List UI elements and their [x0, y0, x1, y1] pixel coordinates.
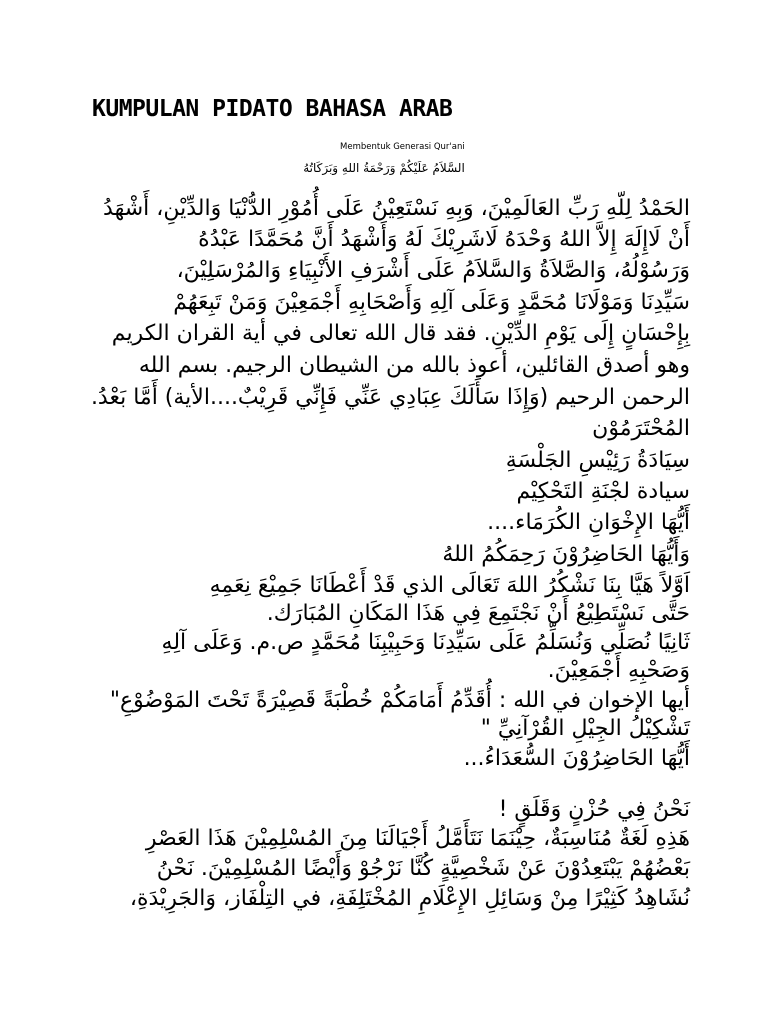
text-line: سِيَادَةُ رَئِيْسِ الجَلْسَةِ: [505, 448, 690, 473]
text-line: الحَمْدُ لِلّهِ رَبِّ العَالَمِيْنَ، وَبِهِ نَسْتَعِيْنُ عَلَى أُمُوْرِ الدُّنْيَا وَالدِّيْنِ، أَشْهَدُ: [103, 196, 690, 221]
text-line: أيها الإخوان في الله : أُقَدِّمُ أَمَامَكُمْ خُطْبَةً قَصِيْرَةً تَحْتَ المَوْضُوْعِ": [109, 688, 690, 713]
text-line: حَتَّى نَسْتَطِيْعُ أَنْ نَجْتَمِعَ فِي هَذَا المَكَانِ المُبَارَك.: [266, 601, 690, 626]
text-line: سَيِّدِنَا وَمَوْلَانَا مُحَمَّدٍ وَعَلَى آلِهِ وَأَصْحَابِهِ أَجْمَعِيْنَ وَمَنْ تَبِعَهُمْ: [173, 290, 690, 315]
text-line: أَنْ لَاإِلَهَ إِلاَّ اللهُ وَحْدَهُ لَاشَرِيْكَ لَهُ وَأَشْهَدُ أَنَّ مُحَمَّدًا عَبْدُهُ: [198, 227, 690, 252]
text-line: وهو أصدق القائلين، أعوذ بالله من الشيطان الرجيم. بسم الله: [138, 353, 690, 378]
text-line: وَرَسُوْلُهُ، وَالصَّلاَةُ وَالسَّلاَمُ عَلَى أَشْرَفِ الأَنْبِيَاءِ وَالمُرْسَلِيْنَ،: [176, 258, 690, 283]
text-line: تَشْكِيْلُ الجِيْلِ القُرْآنِيِّ ": [480, 716, 690, 741]
text-line: بِإِحْسَانٍ إِلَى يَوْمِ الدِّيْنِ. فقد قال الله تعالى في أية القران الكريم: [111, 321, 690, 346]
text-line: نَحْنُ فِي حُزْنٍ وَقَلَقٍ !: [498, 797, 690, 822]
text-line: هَذِهِ لَغَةٌ مُنَاسِبَةٌ، حِيْنَمَا نَتَأَمَّلُ أَجْيَالَنَا مِنَ المُسْلِمِيْنَ هَذَا العَصْرِ: [145, 826, 690, 851]
text-line: المُحْتَرَمُوْن: [592, 416, 690, 441]
text-line: أَيُّهَا الحَاضِرُوْنَ السُّعَدَاءُ...: [463, 746, 690, 771]
text-line: اَوَّلاً هَيَّا بِنَا نَشْكُرُ اللهَ تَعَالَى الذي قَدْ أَعْطَانَا جَمِيْعَ نِعَمِهِ: [209, 573, 690, 598]
text-line: وَصَحْبِهِ أَجْمَعِيْنَ.: [547, 658, 690, 683]
text-line: ثَانِيًا نُصَلِّي وَنُسَلِّمُ عَلَى سَيِّدِنَا وَحَبِيْبِنَا مُحَمَّدٍ ص.م. وَعَلَى آلِهِ: [161, 630, 690, 655]
text-line: سيادة لجْنَةِ التَحْكِيْم: [516, 479, 690, 504]
text-line: أَيُّهَا الإِخْوَانِ الكُرَمَاء....: [487, 510, 690, 535]
text-line: الرحمن الرحيم (وَإِذَا سَأَلَكَ عِبَادِي عَنِّي فَإِنِّي قَرِيْبٌ....الأية) أَمَّا بَعْدُ.: [90, 385, 690, 410]
text-line: بَعْضُهُمْ يَبْتَعِدُوْنَ عَنْ شَخْصِيَّةٍ كُنَّا نَرْجُوْ وَأَيْضًا المُسْلِمِيْنَ. نَحْنُ: [156, 856, 690, 881]
opening-salam: السَّلاَمُ عَلَيْكُمْ وَرَحْمَةُ اللهِ وَبَرَكَاتُهُ: [303, 161, 465, 175]
document-subtitle: Membentuk Generasi Qur'ani: [340, 142, 465, 152]
text-line: وَأَيُّهَا الحَاضِرُوْنَ رَحِمَكُمُ اللهُ: [442, 542, 690, 567]
text-line: نُشَاهِدُ كَثِيْرًا مِنْ وَسَائِلِ الإِعْلَامِ المُخْتَلِفَةِ، في التِلْفَاز، وَالجَرِيْدَةِ،: [129, 886, 690, 911]
document-title: KUMPULAN PIDATO BAHASA ARAB: [92, 96, 453, 122]
